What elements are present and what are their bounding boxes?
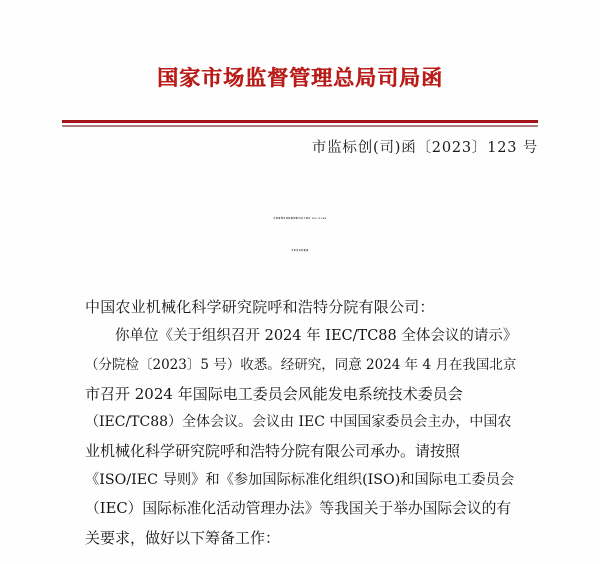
masthead-title: 国家市场监督管理总局司局函 [157,65,443,90]
separator-rule-thin [62,125,538,127]
body-line: 《ISO/IEC 导则》和《参加国际标准化组织(ISO)和国际电工委员会 [85,471,515,488]
body-line: 业机械化科学研究院呼和浩特分院有限公司承办。请按照 [85,442,461,461]
document-number: 市监标创(司)函〔2023〕123 号 [311,140,538,156]
subject-heading [0,203,600,267]
body-line: （IEC/TC88）全体会议。会议由 IEC 中国国家委员会主办，中国农 [85,414,512,431]
addressee-line: 中国农业机械化科学研究院呼和浩特分院有限公司： [85,298,435,316]
masthead [0,55,600,101]
body-line: （分院检〔2023〕5 号）收悉。经研究，同意 2024 年 4 月在我国北京 [85,356,517,373]
body-line: （IEC）国际标准化活动管理办法》等我国关于举办国际会议的有 [85,499,512,517]
body-line: 你单位《关于组织召开 2024 年 IEC/TC88 全体会议的请示》 [115,328,518,344]
body-line: 市召开 2024 年国际电工委员会风能发电系统技术委员会 [85,384,463,403]
subject-heading-line-2: 全体会议的复函 [291,250,309,252]
letter-body [85,292,517,552]
masthead-separator-rule [62,120,538,127]
subject-heading-line-1: 市场监管总局标准创新司关于承办 IEC/TC88 [273,218,327,220]
body-line: 关要求，做好以下筹备工作： [85,528,281,547]
